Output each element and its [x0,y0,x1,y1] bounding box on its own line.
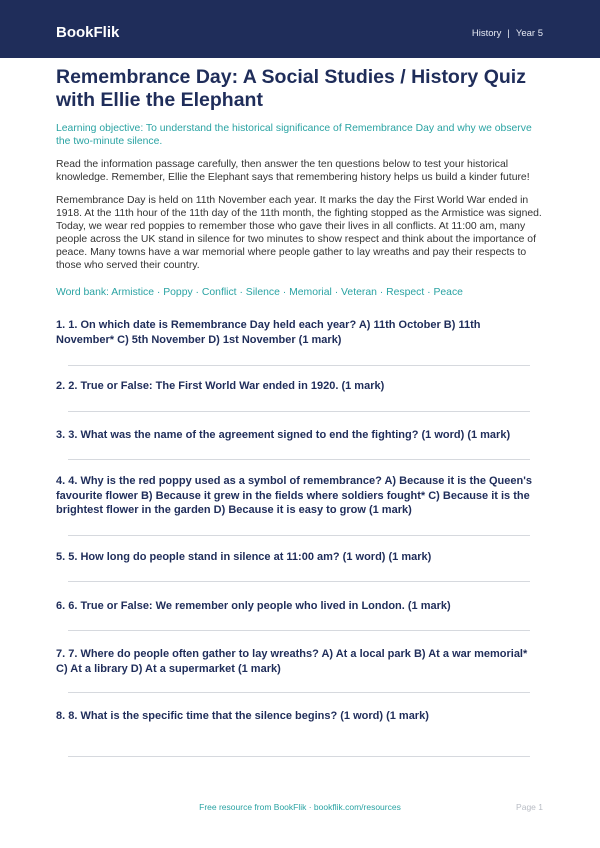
page-header [0,0,600,58]
question-5: 5. 5. How long do people stand in silence at 11:00 am? (1 word) (1 mark) [56,551,432,563]
page-number: Page 1 [516,802,543,812]
question-3: 3. 3. What was the name of the agreement signed to end the fighting? (1 word) (1 mark) [56,429,511,441]
information-passage: Remembrance Day is held on 11th November each year. It marks the day the First World War ended in 1918. At the 11th hour of the 11th day of the 11th month, the fighting stopped as the Armistice was signed. Today, we wear red poppies to remember those who gave their lives in all conflicts. At 11:00 am, many people across the UK stand in silence for two minutes to show respect and think about the importance of peace. Many towns have a war memorial where people gather to lay wreaths and pay their respects to those who served their country. [56,195,542,271]
question-4: 4. 4. Why is the red poppy used as a symbol of remembrance? A) Because it is the Queen's favourite flower B) Because it grew in the fields where soldiers fought* C) Because it is the brightest flower in the garden D) Because it is easy to grow (1 mark) [56,475,532,516]
breadcrumb [472,28,543,39]
answer-line-2[interactable] [68,411,530,412]
answer-line-3[interactable] [68,459,530,460]
breadcrumb-subject[interactable]: History [471,28,502,39]
answer-line-1[interactable] [68,365,530,366]
question-2: 2. 2. True or False: The First World War ended in 1920. (1 mark) [56,380,385,392]
answer-line-6[interactable] [68,630,530,631]
brand-logo[interactable]: BookFlik [56,24,120,41]
question-7: 7. 7. Where do people often gather to lay wreaths? A) At a local park B) At a war memorial* C) At a library D) At a supermarket (1 mark) [56,648,528,675]
question-1: 1. 1. On which date is Remembrance Day held each year? A) 11th October B) 11th November* C) 5th November D) 1st November (1 mark) [56,319,481,346]
question-8: 8. 8. What is the specific time that the silence begins? (1 word) (1 mark) [56,710,429,722]
page-title: Remembrance Day: A Social Studies / History Quiz with Ellie the Elephant [56,66,526,111]
breadcrumb-separator: | [507,28,510,39]
answer-line-5[interactable] [68,581,530,582]
footer-link[interactable]: Free resource from BookFlik · bookflik.com/resources [199,802,401,812]
answer-line-7[interactable] [68,692,530,693]
word-bank: Word bank: Armistice · Poppy · Conflict · Silence · Memorial · Veteran · Respect · Peace [56,287,463,298]
intro-paragraph: Read the information passage carefully, then answer the ten questions below to test your historical knowledge. Remember, Ellie the Elephant says that remembering history helps us build a kinder future! [56,159,530,183]
learning-objective: Learning objective: To understand the historical significance of Remembrance Day and why we observe the two-minute silence. [56,123,532,147]
answer-line-4[interactable] [68,535,530,536]
breadcrumb-year[interactable]: Year 5 [515,28,543,39]
question-6: 6. 6. True or False: We remember only people who lived in London. (1 mark) [56,600,451,612]
answer-line-8[interactable] [68,756,530,757]
